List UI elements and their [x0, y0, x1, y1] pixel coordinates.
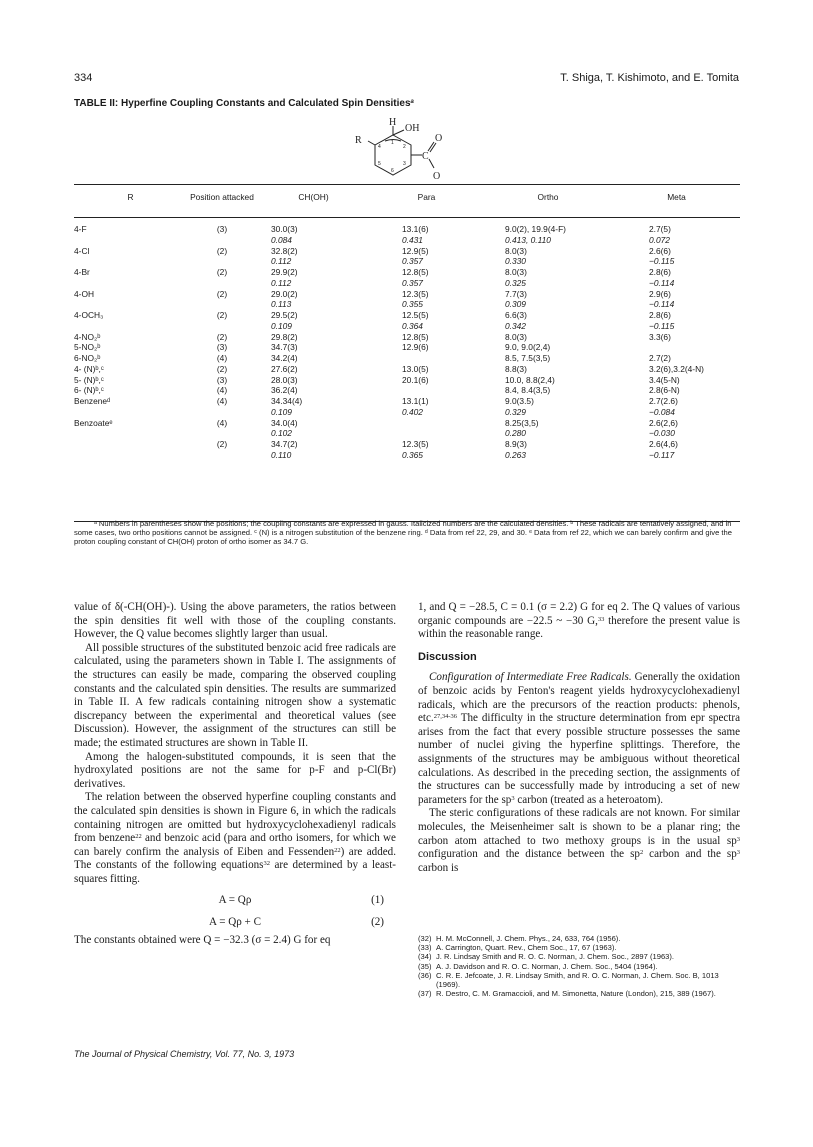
table-cell: 3.2(6),3.2(4-N): [649, 363, 704, 374]
text-run: The relation between the observed hyperfine coupling constants and the calculated spin densities is shown in Figure 6, in which the radicals containing nitrogen are omitted but hydroxycyclohexadienyl radicals from benzene: [74, 791, 396, 845]
references: [418, 934, 740, 998]
col-header-para: Para: [417, 192, 436, 202]
table-cell: 3.3(6): [649, 331, 671, 342]
equation-number: (2): [371, 916, 384, 929]
table-cell: 8.9(3): [505, 439, 527, 449]
table-cell: 0.113: [271, 299, 292, 310]
table-cell: [187, 407, 257, 418]
equation-1: [74, 894, 396, 908]
table-cell: [187, 321, 257, 332]
paragraph: All possible structures of the substituted benzoic acid free radicals are calculated, using the parameters shown in Table I. The assignments of the structures can easily be made, comparing the observed coupling constants and the calculated spin densities. The results are summarized in Table II. A few radicals containing nitrogen show a systematic discrepancy between the experimental and theoretical values (see Discussion). However, the assignment of the structures can still be made; the estimated structures are shown in Table II.: [74, 641, 396, 749]
table-cell: 2.8(6-N): [649, 385, 680, 396]
table-cell: [370, 353, 483, 364]
table-cell: 34.7(2): [271, 439, 298, 449]
table-cell: 28.0(3): [271, 374, 298, 385]
ring-pos-1: 1: [391, 140, 394, 146]
table-cell: 0.365: [402, 449, 423, 460]
table-cell: 8.4, 8.4(3,5): [505, 385, 551, 396]
table-cell: 12.3(5): [402, 439, 429, 449]
table-cell: [187, 278, 257, 289]
table-cell: 6.6(3): [505, 310, 527, 320]
table-cell: 4-OH: [74, 288, 95, 299]
table-cell: 0.402: [402, 406, 423, 417]
table-cell: 4-OCH₃: [74, 310, 104, 320]
table-cell: 8.25(3,5): [505, 417, 539, 428]
table-cell: 6-NO₂ᵇ: [74, 353, 101, 363]
table-row: [74, 450, 740, 461]
table-cell: −0.030: [649, 428, 675, 439]
table-cell: 0.280: [505, 428, 526, 439]
table-cell: 12.3(5): [402, 288, 429, 299]
table-cell: [187, 299, 257, 310]
table-cell: 5-NO₂ᵇ: [74, 342, 101, 353]
table-row: [74, 299, 740, 310]
table-cell: 29.8(2): [271, 331, 298, 342]
table-cell: 13.0(5): [402, 363, 429, 374]
reference-item: [418, 943, 740, 952]
table-cell: 12.9(6): [402, 342, 429, 353]
citation: 22: [135, 833, 142, 841]
table-cell: Benzoateᵉ: [74, 417, 113, 428]
reference-text: H. M. McConnell, J. Chem. Phys., 24, 633, 764 (1956).: [436, 934, 621, 943]
table-cell: [74, 321, 187, 332]
table-header: [74, 193, 740, 203]
table-cell: 9.0(2), 19.9(4-F): [505, 224, 566, 234]
table-cell: 2.7(5): [649, 224, 671, 234]
table-cell: 4-F: [74, 224, 87, 234]
table-cell: [74, 235, 187, 246]
reference-text: A. Carrington, Quart. Rev., Chem Soc., 17, 67 (1963).: [436, 943, 617, 953]
table-cell: [74, 299, 187, 310]
bond-c-o-minus: [429, 159, 434, 168]
col-header-ortho: Ortho: [537, 192, 559, 202]
table-cell: [187, 450, 257, 461]
text-run: 1, and Q = −28.5, C = 0.1 (σ = 2.2) G for eq 2. The Q values of various organic compounds are −22.5 ~ −30 G,: [418, 601, 740, 627]
table-cell: 32.8(2): [271, 245, 298, 256]
table-row: [74, 256, 740, 267]
reference-item: [418, 934, 740, 943]
table-row: [74, 342, 740, 353]
superscript: 2: [639, 849, 644, 857]
table-cell: 8.8(3): [505, 363, 527, 374]
table-cell: (2): [216, 310, 228, 320]
table-cell: 0.109: [271, 406, 292, 417]
text-run: carbon and the sp: [643, 848, 737, 861]
table-cell: (2): [216, 363, 228, 374]
table-cell: 8.0(3): [505, 267, 527, 277]
table-row: [74, 278, 740, 289]
table-row: [74, 407, 740, 418]
table-cell: −0.114: [649, 299, 675, 310]
text-run: Generally the oxidation of benzoic acids by Fenton's reagent yields hydroxycyclohexadienyl radicals, which are the precursors of the reaction products: phenols, etc.: [418, 671, 740, 725]
reference-text: J. R. Lindsay Smith and R. O. C. Norman, J. Chem. Soc., 2897 (1963).: [436, 952, 675, 962]
table-caption-marker: a: [410, 99, 414, 105]
table-row: [74, 267, 740, 278]
table-cell: 0.364: [402, 320, 423, 331]
reference-text: R. Destro, C. M. Gramaccioli, and M. Simonetta, Nature (London), 215, 389 (1967).: [436, 989, 716, 999]
table-cell: [370, 385, 483, 396]
label-o-bottom: O: [433, 171, 441, 182]
table-cell: [74, 256, 187, 267]
table-cell: (3): [216, 374, 228, 385]
table-cell: [613, 342, 740, 353]
table-body: [74, 224, 740, 461]
table-cell: 2.8(6): [649, 267, 671, 277]
table-cell: 4-Cl: [74, 245, 90, 256]
table-cell: 8.5, 7.5(3,5): [505, 353, 551, 363]
table-cell: 0.109: [271, 320, 292, 331]
superscript: 3: [736, 835, 740, 843]
table-cell: [74, 407, 187, 418]
reference-number: (36): [418, 970, 432, 980]
table-cell: 20.1(6): [402, 374, 429, 385]
table-cell: 2.7(2): [649, 353, 671, 363]
text-run: configuration and the distance between the sp: [418, 848, 640, 861]
table-cell: 12.9(5): [402, 245, 429, 256]
table-header-row: [74, 193, 740, 203]
ring-pos-5: 5: [378, 161, 381, 167]
text-run: carbon (treated as a heteroatom).: [514, 793, 664, 806]
table-cell: 12.8(5): [402, 267, 429, 277]
table-footnote-text: ᵃ Numbers in parentheses show the positions; the coupling constants are expressed in gauss. Italicized numbers are the calculated densities. ᵇ These radicals are tentatively assigned, and in some cases, two ortho positions cannot be assigned. ᶜ (N) is a nitrogen substitution of the benzene ring. ᵈ Data from ref 22, 29, and 30. ᵉ Data from ref 22, which we can barely confirm and give the proton coupling constant of CH(OH) proton of ortho isomer as 34.7 G.: [74, 519, 732, 546]
table-caption-text: TABLE II: Hyperfine Coupling Constants and Calculated Spin Densities: [74, 98, 411, 109]
text-run: The steric configurations of these radicals are not known. For similar molecules, the Meisenheimer salt is shown to be a planar ring; the carbon atom attached to two methoxy groups is in the usual sp: [418, 807, 740, 847]
ring-pos-2: 2: [403, 144, 406, 150]
table-cell: 0.357: [402, 277, 423, 288]
paragraph: The constants obtained were Q = −32.3 (σ = 2.4) G for eq: [74, 933, 331, 946]
reference-item: [418, 962, 740, 971]
table-cell: 29.9(2): [271, 267, 298, 277]
table-header-rule: [74, 217, 740, 218]
reference-number: (32): [418, 934, 432, 943]
equation-body: A = Qρ: [218, 894, 252, 907]
table-cell: [187, 235, 257, 246]
paragraph: [418, 601, 740, 642]
table-row: [74, 246, 740, 257]
col-header-position: Position attacked: [190, 192, 254, 202]
table-cell: (2): [216, 267, 228, 277]
table-cell: 0.330: [505, 256, 526, 267]
col-header-r: R: [127, 192, 134, 202]
table-cell: 2.6(2,6): [649, 417, 678, 428]
ring-pos-6: 6: [391, 168, 394, 174]
table-cell: 8.0(3): [505, 331, 527, 342]
table-cell: (2): [216, 331, 228, 342]
paragraph: [418, 671, 740, 807]
page-number: 334: [74, 72, 93, 84]
table-row: [74, 364, 740, 375]
superscript: 3: [736, 849, 740, 857]
table-cell: 0.112: [271, 277, 292, 288]
table-cell: 4- (N)ᵇ,ᶜ: [74, 363, 104, 374]
bond-c1-oh: [393, 130, 404, 135]
ring-pos-4: 4: [378, 144, 381, 150]
table-cell: 13.1(1): [402, 396, 429, 406]
col-header-meta: Meta: [667, 192, 686, 202]
table-cell: 2.9(6): [649, 288, 671, 299]
table-cell: 0.102: [271, 428, 292, 439]
table-cell: 30.0(3): [271, 224, 298, 234]
paragraph: [74, 791, 396, 886]
table-cell: [74, 450, 187, 461]
label-o-top: O: [435, 133, 443, 144]
table-row: [74, 321, 740, 332]
text-run: therefore the present value is within the reasonable range.: [418, 614, 740, 641]
table-cell: 0.355: [402, 299, 423, 310]
table-cell: −0.115: [649, 256, 675, 267]
table-cell: 0.072: [649, 234, 670, 245]
table-cell: [74, 428, 187, 439]
table-cell: 13.1(6): [402, 224, 429, 234]
reference-item: [418, 952, 740, 961]
table-cell: −0.115: [649, 320, 675, 331]
table-cell: 6- (N)ᵇ,ᶜ: [74, 385, 104, 396]
table-cell: 2.6(6): [649, 245, 671, 256]
citation: 33: [597, 615, 605, 623]
table-cell: Benzeneᵈ: [74, 396, 111, 406]
table-footnote: [74, 520, 740, 547]
journal-footer: The Journal of Physical Chemistry, Vol. 77, No. 3, 1973: [74, 1049, 295, 1059]
table-cell: (3): [216, 224, 228, 234]
table-cell: 4-Br: [74, 267, 90, 277]
table-cell: 29.5(2): [271, 310, 298, 320]
table-cell: 7.7(3): [505, 288, 527, 299]
reference-text: A. J. Davidson and R. O. C. Norman, J. Chem. Soc., 5404 (1964).: [436, 961, 658, 971]
equation-number: (1): [371, 894, 384, 907]
table-cell: 0.342: [505, 320, 526, 331]
table-row: [74, 439, 740, 450]
table-cell: [187, 428, 257, 439]
table-cell: 8.0(3): [505, 245, 527, 256]
table-cell: 0.413, 0.110: [505, 234, 551, 245]
table-cell: (4): [216, 385, 228, 396]
table-cell: 27.6(2): [271, 363, 298, 374]
superscript: 3: [511, 794, 515, 802]
table-row: [74, 385, 740, 396]
table-cell: [187, 256, 257, 267]
table-cell: 12.5(5): [402, 310, 429, 320]
table-cell: 10.0, 8.8(2,4): [505, 374, 555, 385]
table-row: [74, 235, 740, 246]
table-cell: 0.357: [402, 256, 423, 267]
table-cell: 0.329: [505, 406, 526, 417]
table-cell: 3.4(5-N): [649, 374, 680, 385]
table-cell: 9.0(3.5): [505, 396, 534, 406]
label-oh: OH: [405, 123, 420, 134]
radical-structure-diagram: [355, 117, 465, 183]
text-run: The difficulty in the structure determination from epr spectra arises from the fact that every possible structure possesses the same number of nuclei giving the hyperfine splittings. Therefore, the assignments of the structures may be ambiguous without theoretical calculations. As described in the preceding section, the assignments of the structures can be successfully made by introducing a set of new parameters for the sp: [418, 712, 740, 806]
table-cell: 4-NO₂ᵇ: [74, 331, 101, 342]
running-header-authors: T. Shiga, T. Kishimoto, and E. Tomita: [560, 72, 739, 84]
ring-pos-3: 3: [403, 161, 406, 167]
table-top-rule: [74, 184, 740, 185]
table-cell: [370, 428, 483, 439]
table-cell: 5- (N)ᵇ,ᶜ: [74, 374, 104, 385]
table-row: [74, 332, 740, 343]
table-cell: 34.34(4): [271, 396, 303, 406]
table-row: [74, 428, 740, 439]
table-cell: 36.2(4): [271, 385, 298, 396]
section-heading: Discussion: [418, 650, 477, 663]
table-cell: (2): [216, 439, 228, 449]
table-cell: (4): [216, 417, 228, 428]
table-cell: [74, 439, 187, 450]
table-cell: 12.8(5): [402, 331, 429, 342]
label-r: R: [355, 135, 362, 146]
table-cell: −0.084: [649, 406, 675, 417]
table-cell: (4): [216, 396, 228, 406]
table-cell: [370, 418, 483, 429]
citation: 22: [334, 846, 341, 854]
reference-text: C. R. E. Jefcoate, J. R. Lindsay Smith, and R. O. C. Norman, J. Chem. Soc. B, 1013 (1969).: [436, 970, 719, 990]
paragraph-lead: Configuration of Intermediate Free Radicals.: [429, 671, 632, 684]
reference-number: (35): [418, 961, 432, 971]
table-row: [74, 289, 740, 300]
table-cell: 34.2(4): [271, 353, 298, 363]
reference-item: [418, 989, 740, 998]
paragraph: value of δ(-CH(OH)-). Using the above parameters, the ratios between the spin densities fit well with those of the coupling constants. However, the Q value becomes slightly larger than usual.: [74, 601, 396, 641]
equation-2: [74, 916, 396, 930]
table-cell: [74, 278, 187, 289]
paragraph: [418, 807, 740, 875]
table-row: [74, 375, 740, 386]
table-cell: −0.117: [649, 449, 675, 460]
table-cell: 2.7(2.6): [649, 396, 678, 406]
reference-item: [418, 971, 740, 989]
table-cell: (2): [216, 245, 228, 256]
table-cell: 0.309: [505, 299, 526, 310]
table-row: [74, 224, 740, 235]
right-column: [418, 601, 740, 875]
reference-number: (34): [418, 952, 432, 962]
text-run: ) are added. The constants of the following equations: [74, 845, 396, 872]
paragraph: Among the halogen-substituted compounds, it is seen that the hydroxylated positions are not the same for p-F and p-Cl(Br) derivatives.: [74, 750, 396, 790]
bond-r: [368, 141, 375, 145]
table-cell: (3): [216, 342, 228, 353]
citation: 27,34-36: [433, 713, 458, 721]
table-row: [74, 310, 740, 321]
text-run: carbon is: [418, 861, 459, 874]
table-cell: 0.084: [271, 234, 292, 245]
table-cell: (4): [216, 353, 228, 363]
label-c: C: [422, 151, 429, 162]
text-run: and benzoic acid (para and ortho isomers, for which we can barely confirm the analysis of Eiben and Fessenden: [74, 832, 396, 858]
table-caption: [74, 98, 414, 109]
text-run: are determined by a least-squares fitting.: [74, 859, 396, 885]
label-h: H: [389, 117, 397, 128]
table-cell: 0.263: [505, 449, 526, 460]
reference-number: (37): [418, 989, 432, 999]
table-cell: 29.0(2): [271, 288, 298, 299]
table-row: [74, 353, 740, 364]
table-cell: 0.110: [271, 449, 292, 460]
table-cell: 0.112: [271, 256, 292, 267]
table-cell: 34.7(3): [271, 342, 298, 353]
table-cell: 34.0(4): [271, 417, 298, 428]
table-cell: 0.325: [505, 277, 526, 288]
table-cell: 9.0, 9.0(2,4): [505, 342, 551, 353]
equation-body: A = Qρ + C: [209, 916, 261, 929]
col-header-chOH: CH(OH): [298, 192, 329, 202]
table-cell: (2): [216, 288, 228, 299]
left-column: [74, 601, 396, 947]
citation: 32: [263, 860, 270, 868]
table-cell: −0.114: [649, 277, 675, 288]
table-cell: 2.8(6): [649, 310, 671, 320]
table-cell: 2.6(4,6): [649, 439, 678, 449]
table-cell: 0.431: [402, 234, 423, 245]
table-row: [74, 418, 740, 429]
reference-number: (33): [418, 943, 432, 953]
table-row: [74, 396, 740, 407]
